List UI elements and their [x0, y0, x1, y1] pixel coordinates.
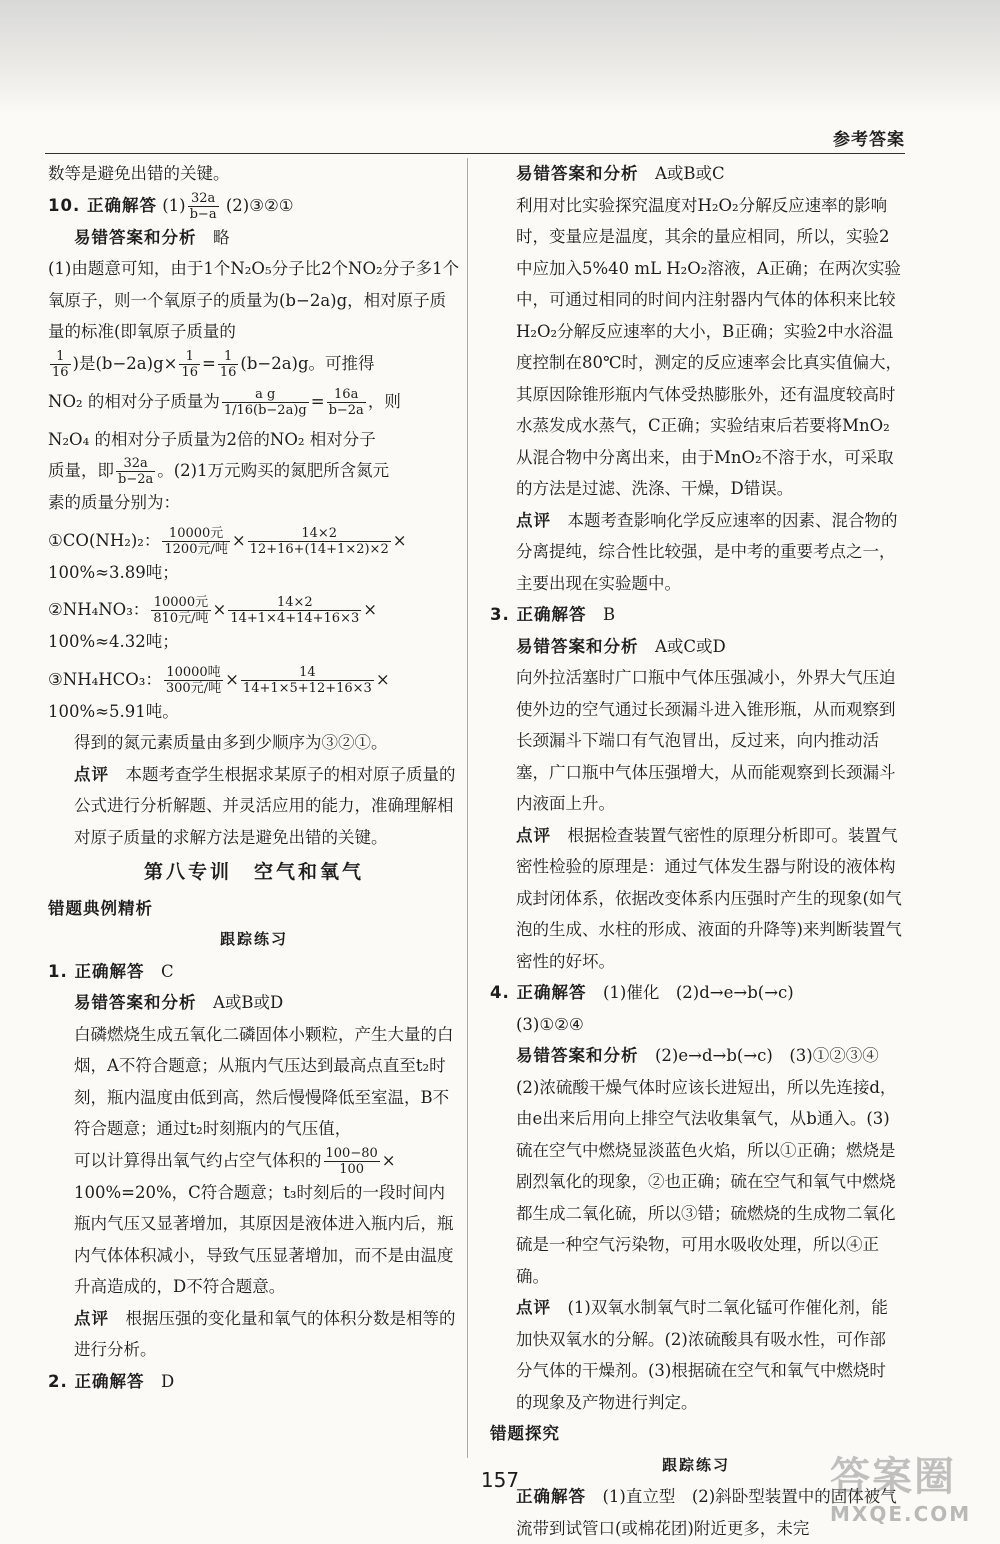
q4-label: 4. 正确解答 — [490, 983, 587, 1002]
subsection-title: 错题探究 — [490, 1424, 560, 1443]
text: )是(b−2a)g× — [72, 353, 178, 373]
q4-analysis: (2)浓硫酸干燥气体时应该长进短出，所以先连接d，由e出来后用向上排空气法收集氧气，从b通入。(3)硫在空气中燃烧显淡蓝色火焰，所以①正确；燃烧是剧烈氧化的现象，②也正确；硫在空气和氧气中燃烧都生成二氧化硫，所以③错；硫燃烧的生成物二氧化硫是一种空气污染物，可用水吸收处理，所以④正确。 — [516, 1077, 897, 1286]
q3-label: 3. 正确解答 — [490, 605, 587, 624]
frac — [248, 526, 391, 557]
q4-value: (1)催化 (2)d→e→b(→c) — [603, 983, 794, 1002]
q10-error — [48, 222, 460, 254]
denominator: 16 — [219, 364, 237, 380]
error-text: (2)e→d→b(→c) (3)①②③④ — [655, 1046, 879, 1065]
error-label: 易错答案和分析 — [74, 227, 197, 247]
text: 质量，即 — [48, 461, 114, 480]
text: 可以计算得出氧气约占空气体积的 — [74, 1150, 322, 1170]
q2-analysis: 利用对比实验探究温度对H₂O₂分解反应速率的影响时，变量应是温度，其余的量应相同，所以，实验2中应加入5%40 mL H₂O₂溶液，A正确；在两次实验中，可通过相同的时间内注射器内气体的体积来比较H₂O₂分解反应速率的大小，B正确；实验2中水浴温度控制在80℃时，测定的反应速率会比真实值偏大，其原因除锥形瓶内气体受热膨胀外，还有温度较高时水蒸发成水蒸气，C正确；实验结束后若要将MnO₂从混合物中分离出来，由于MnO₂不溶于水，可采取的方法是过滤、洗涤、干燥，D错误。 — [516, 195, 902, 498]
running-title: 参考答案 — [833, 130, 905, 150]
q2-label: 2. 正确解答 — [48, 1371, 145, 1391]
numerator: 10000吨 — [164, 665, 223, 681]
frac — [179, 349, 200, 380]
text: × — [392, 530, 407, 550]
numerator: 1 — [179, 349, 200, 365]
numerator: 10000元 — [151, 595, 210, 611]
denominator: 14+1×4+14+16×3 — [230, 611, 360, 626]
text: × — [375, 669, 390, 689]
denominator: 100 — [339, 1161, 365, 1177]
error-label: 易错答案和分析 — [74, 993, 197, 1012]
follow-practice-title: 跟踪练习 — [661, 1455, 730, 1474]
watermark-url: MXQE.COM — [830, 1502, 972, 1526]
text: ③NH₄HCO₃： — [48, 669, 162, 689]
follow-practice-title: 跟踪练习 — [219, 930, 288, 948]
denominator: b−a — [189, 206, 217, 222]
frac — [228, 595, 361, 626]
q1-analysis-2 — [48, 1145, 460, 1177]
q10-analysis-2 — [48, 348, 460, 380]
comment-text: 根据检查装置气密性的原理分析即可。装置气密性检验的原理是：通过气体发生器与附设的液体构成封闭体系，依据改变体系内压强时产生的现象(如气泡的生成、水柱的形成、液面的升降等)来判断装置气密性的好坏。 — [516, 825, 902, 971]
q3-analysis: 向外拉活塞时广口瓶中气体压强减小，外界大气压迫使外边的空气通过长颈漏斗进入锥形瓶，从而观察到长颈漏斗下端口有气泡冒出，反过来，向内推动活塞，广口瓶中气体压强增大，从而能观察到长颈漏斗内液面上升。 — [516, 668, 896, 813]
error-label: 易错答案和分析 — [516, 636, 639, 656]
frac — [116, 456, 155, 487]
numerator: 100−80 — [325, 1145, 378, 1161]
section-title: 第八专训 空气和氧气 — [143, 861, 364, 883]
watermark — [830, 1445, 990, 1525]
denominator: b−2a — [328, 402, 364, 418]
denominator: 300元/吨 — [165, 680, 222, 696]
text-line: 数等是避免出错的关键。 — [48, 164, 230, 183]
calc-2 — [48, 594, 460, 626]
text: × — [212, 600, 227, 619]
comment-label: 点评 — [74, 1308, 109, 1328]
q10-fraction — [188, 191, 219, 222]
numerator: 14 — [241, 665, 374, 681]
denominator: 810元/吨 — [153, 611, 209, 626]
left-column — [48, 158, 460, 1397]
q10-analysis-1: (1)由题意可知，由于1个N₂O₅分子比2个NO₂分子多1个氧原子，则一个氧原子的质量为(b−2a)g，相对原子质量的标准(即氧原子质量的 — [48, 259, 460, 341]
q2-value: D — [161, 1371, 175, 1391]
frac — [324, 1146, 380, 1177]
denominator: 16 — [181, 364, 199, 380]
numerator: 1 — [50, 349, 71, 365]
denominator: b−2a — [118, 472, 154, 487]
q3-value: B — [603, 605, 616, 624]
frac — [241, 665, 374, 696]
text: ，则 — [367, 391, 401, 411]
comment-label: 点评 — [516, 1298, 551, 1317]
q1-analysis-1: 白磷燃烧生成五氧化二磷固体小颗粒，产生大量的白烟，A不符合题意；从瓶内气压达到最高点直至t₂时刻，瓶内温度由低到高，然后慢慢降低至室温，B不符合题意；通过t₂时刻瓶内的气压值， — [74, 1024, 454, 1138]
q4-error — [490, 1040, 902, 1072]
q1-label: 1. 正确解答 — [48, 961, 145, 981]
comment-text: (1)双氧水制氧气时二氧化锰可作催化剂，能加快双氧水的分解。(2)浓硫酸具有吸水性，可作部分气体的干燥剂。(3)根据硫在空气和氧气中燃烧时的现象及产物进行判定。 — [516, 1298, 888, 1412]
q10-analysis-3 — [48, 386, 460, 418]
numerator: 32a — [188, 191, 219, 207]
q10-analysis-5 — [48, 455, 460, 487]
page-number: 157 — [480, 1468, 520, 1492]
denominator: 16 — [52, 364, 69, 380]
error-text: A或B或C — [655, 164, 725, 183]
header-rule — [45, 153, 905, 154]
text: × — [231, 530, 246, 550]
q10-a1-pre: (1) — [162, 195, 186, 215]
comment-label: 点评 — [516, 825, 551, 845]
right-column — [490, 158, 902, 1544]
q3-comment — [490, 820, 902, 978]
calc-3 — [48, 664, 460, 696]
answer-label: 正确解答 — [516, 1487, 586, 1506]
q2-error — [490, 158, 902, 190]
frac — [50, 349, 71, 380]
error-label: 易错答案和分析 — [516, 164, 639, 183]
text: = — [202, 353, 216, 373]
frac — [218, 349, 239, 380]
text: ②NH₄NO₃： — [48, 600, 150, 619]
numerator: 10000元 — [162, 526, 229, 542]
frac — [162, 526, 229, 557]
denominator: 1/16(b−2a)g — [223, 402, 307, 418]
q1-comment — [48, 1303, 460, 1366]
text: × — [381, 1150, 396, 1170]
answer-text: (1)直立型 (2)斜卧型装置中的固体被气流带到试管口(或棉花团)附近更多，未完 — [516, 1487, 897, 1538]
q4-answer — [490, 977, 902, 1009]
denominator: 1200元/吨 — [164, 541, 228, 557]
q2-answer — [48, 1366, 460, 1398]
q10-a2: (2)③②① — [225, 195, 294, 215]
comment-text: 本题考查影响化学反应速率的因素、混合物的分离提纯，综合性比较强，是中考的重要考点之一，主要出现在实验题中。 — [516, 510, 898, 593]
q3-answer — [490, 599, 902, 631]
text: ①CO(NH₂)₂： — [48, 530, 161, 550]
q10-answer — [48, 190, 460, 222]
text: × — [363, 600, 378, 619]
q10-order: 得到的氮元素质量由多到少顺序为③②①。 — [74, 733, 388, 752]
comment-label: 点评 — [516, 510, 551, 530]
text: (b−2a)g。可推得 — [240, 353, 375, 373]
numerator: a g — [222, 387, 309, 403]
calc-1 — [48, 525, 460, 557]
scan-shadow — [0, 0, 1000, 115]
q1-value: C — [161, 961, 174, 981]
frac — [151, 595, 210, 626]
denominator: 12+16+(14+1×2)×2 — [249, 541, 389, 557]
error-text: A或C或D — [655, 636, 726, 656]
q1-analysis-3: 100%=20%，C符合题意；t₃时刻后的一段时间内瓶内气压又显著增加，其原因是液体进入瓶内后，瓶内气体体积减小，导致气压显著增加，而不是由温度升高造成的，D不符合题意。 — [74, 1182, 454, 1296]
q10-comment — [48, 759, 460, 854]
text: NO₂ 的相对分子质量为 — [48, 391, 220, 411]
text: = — [310, 391, 325, 411]
numerator: 32a — [116, 456, 155, 472]
denominator: 14+1×5+12+16×3 — [242, 680, 372, 696]
calc-2-result: 100%≈4.32吨； — [48, 632, 179, 651]
error-text: A或B或D — [213, 993, 284, 1012]
q1-answer — [48, 956, 460, 988]
q4-answer-2: (3)①②④ — [516, 1014, 584, 1034]
calc-3-result: 100%≈5.91吨。 — [48, 701, 179, 721]
numerator: 16a — [327, 387, 366, 403]
frac — [222, 387, 309, 418]
comment-text: 本题考查学生根据求某原子的相对原子质量的公式进行分析解题、并灵活应用的能力，准确理解相对原子质量的求解方法是避免出错的关键。 — [74, 764, 456, 847]
frac — [164, 665, 223, 696]
error-label: 易错答案和分析 — [516, 1046, 639, 1065]
text: × — [225, 669, 239, 689]
calc-1-result: 100%≈3.89吨； — [48, 562, 179, 582]
error-text: 略 — [213, 227, 230, 247]
comment-text: 根据压强的变化量和氧气的体积分数是相等的进行分析。 — [74, 1308, 456, 1359]
frac — [327, 387, 366, 418]
q1-error — [48, 987, 460, 1019]
q2-comment — [490, 505, 902, 600]
comment-label: 点评 — [74, 764, 109, 784]
subsection-title: 错题典例精析 — [48, 898, 153, 918]
q3-error — [490, 631, 902, 663]
numerator: 14×2 — [248, 526, 391, 542]
column-divider — [467, 158, 468, 1458]
numerator: 14×2 — [228, 595, 361, 611]
q10-analysis-4: N₂O₄ 的相对分子质量为2倍的NO₂ 相对分子 — [48, 429, 376, 449]
watermark-logo: 答案圈 — [830, 1454, 956, 1500]
q4-comment — [490, 1292, 902, 1418]
numerator: 1 — [218, 349, 239, 365]
text: 。(2)1万元购买的氮肥所含氮元 — [157, 461, 390, 480]
q10-analysis-6: 素的质量分别为： — [48, 493, 180, 512]
q10-label: 10. 正确解答 — [48, 195, 157, 215]
